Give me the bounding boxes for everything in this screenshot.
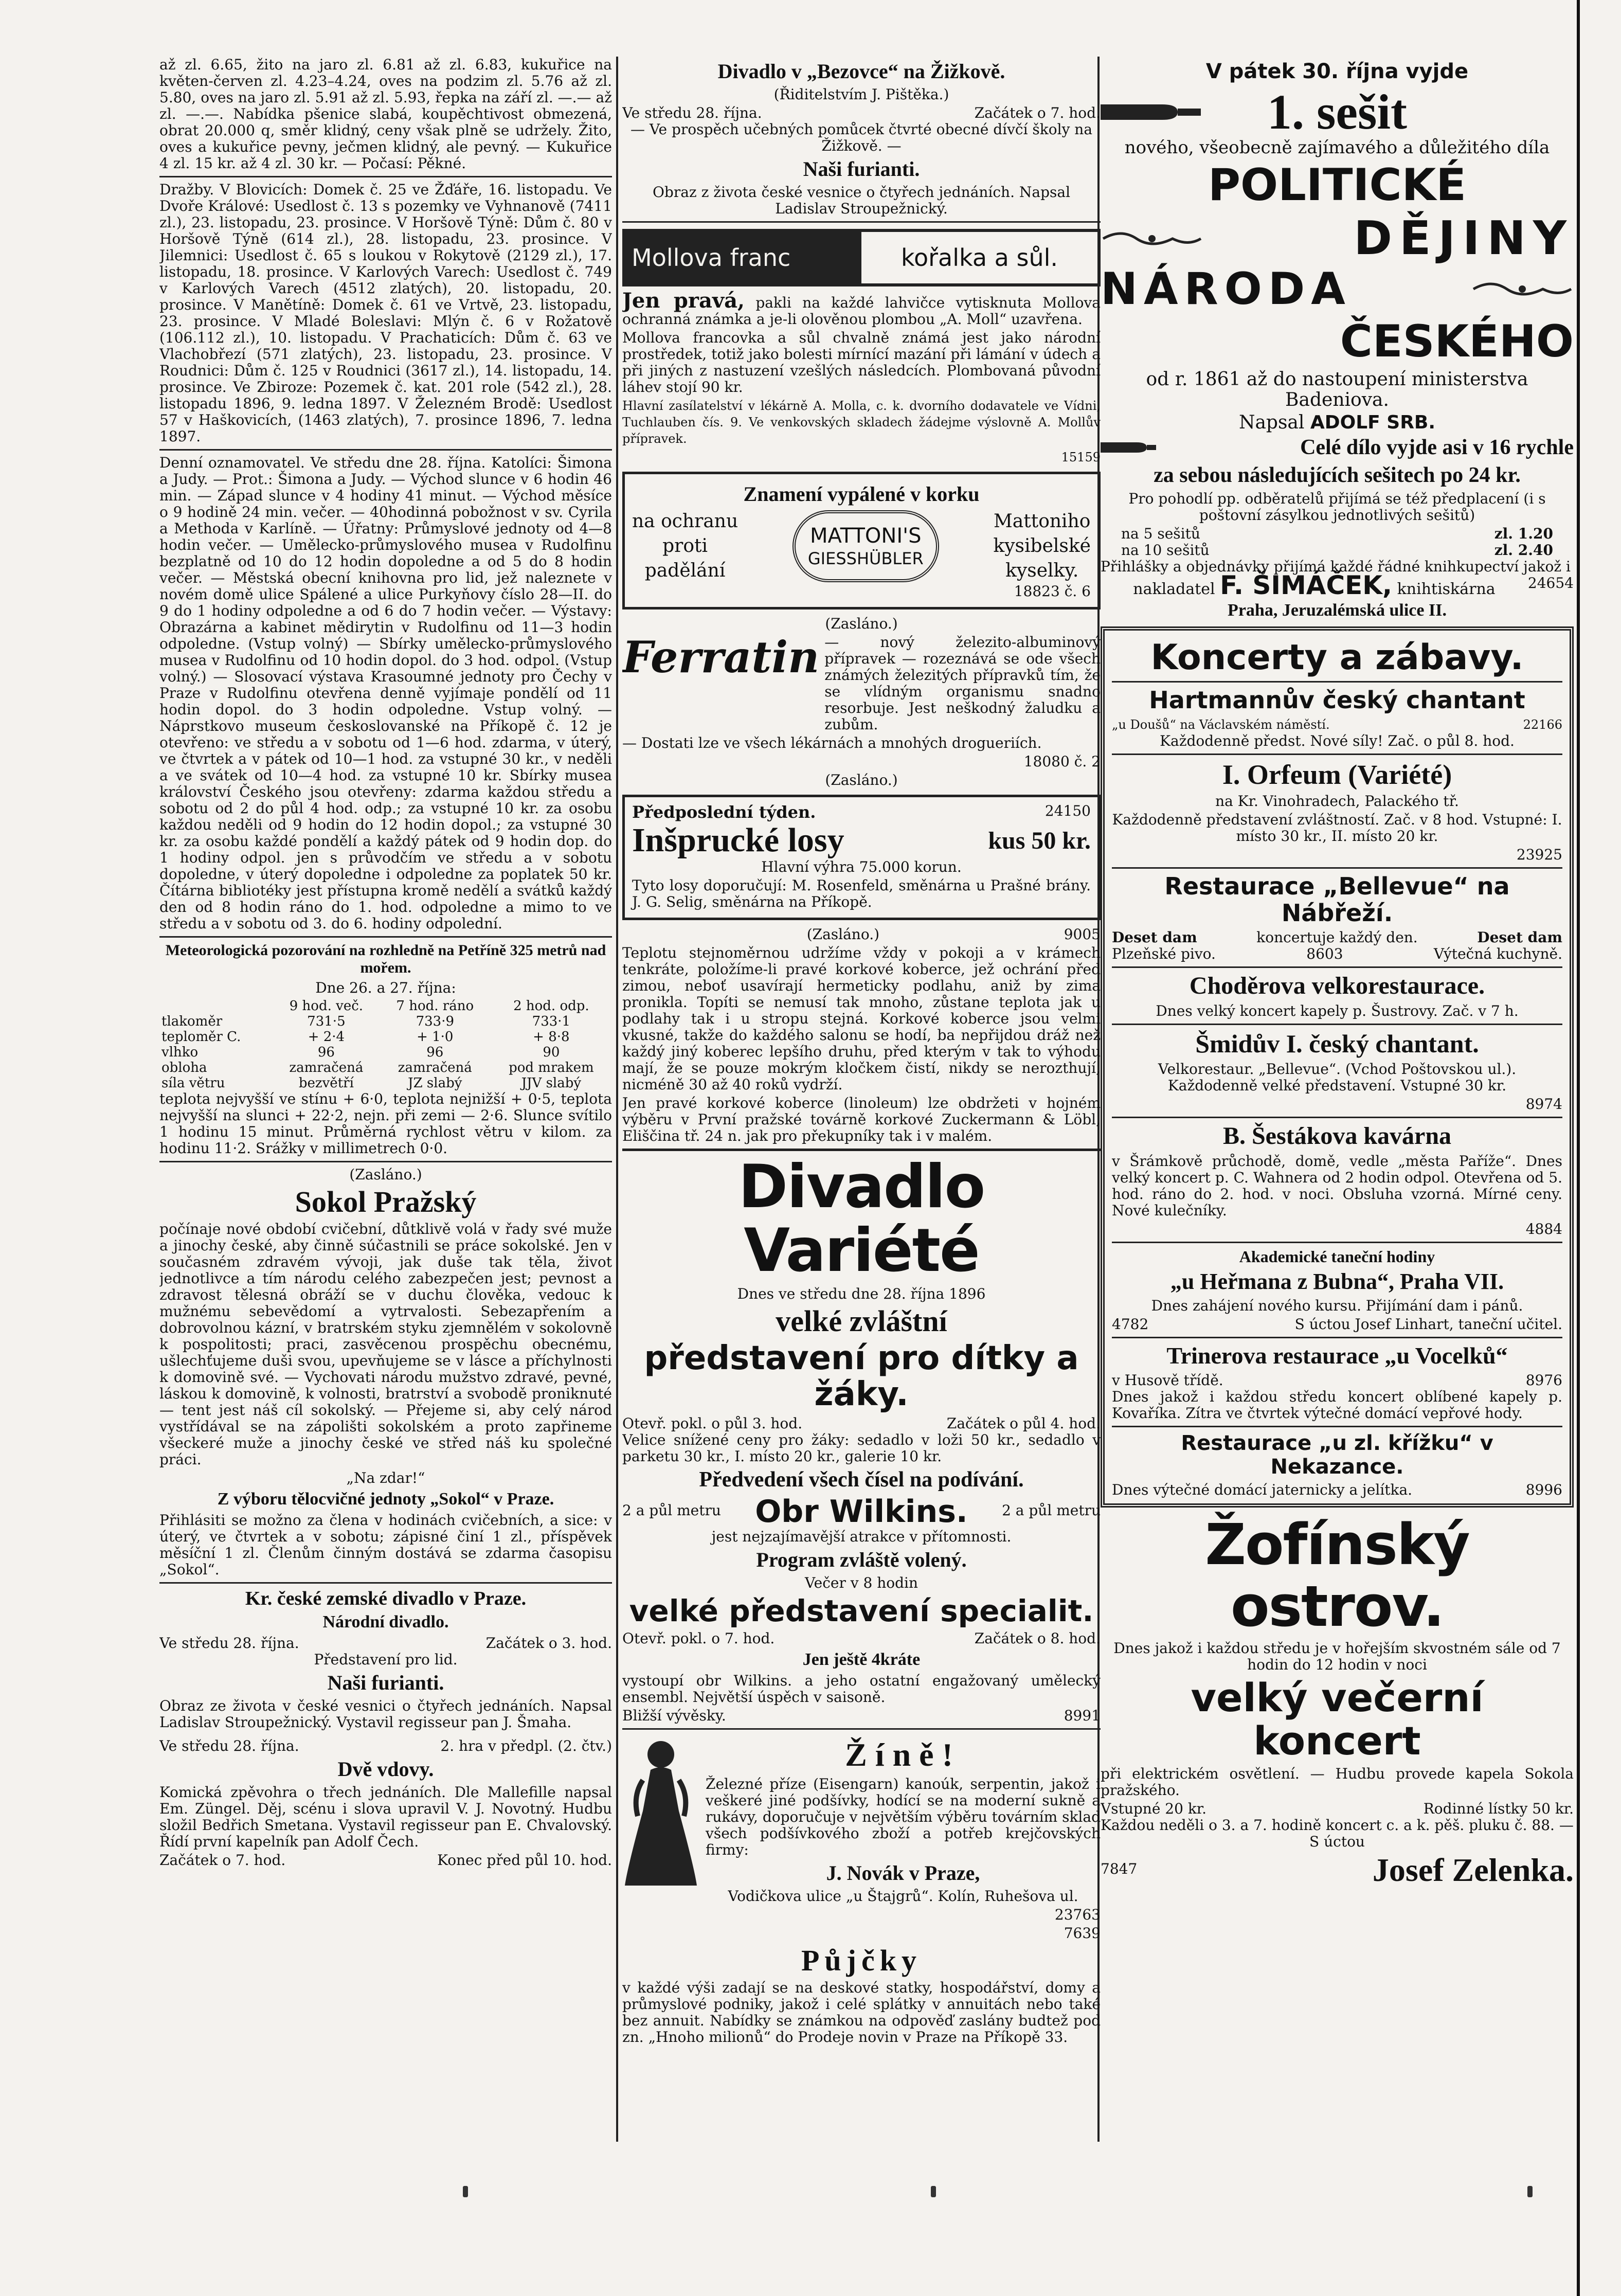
divider [622, 1728, 1101, 1730]
cork-carpet-text-2: Jen pravé korkové koberce (linoleum) lze obdržeti v hojném výběru v První pražské továrně korkové Zuckermann & Löbl, Eliščina tř. 24 n. jak pro překupníky tak i v malém. [622, 1095, 1101, 1144]
zofin-family-tickets: Rodinné lístky 50 kr. [1423, 1800, 1574, 1817]
auctions: Dražby. V Blovicích: Domek č. 25 ve Žďáře, 16. listopadu. Ve Dvoře Králové: Usedlost č. 13 s pozemky ve Vyhnanově (7411 zl.), 23. listopadu, 23. prosince. V Horšově Týně: Dům č. 80 v Horšově Týně (614 zl.), 28. listopadu, 23. prosince. V Jilemnici: Usedlost č. 65 s loukou v Rokytově (2129 zl.), 17. listopadu, 18. prosince. V Karlových Varech: Usedlost č. 749 v Karlových Varech (4512 zlatých), 20. listopadu, 20. prosince. V Manětíně: Domek č. 61 ve Vrtvě, 23. listopadu, 23. prosince. V Mladé Boleslavi: Mlýn č. 6 v Rožatově (106.112 zl.), 10. listopadu. V Prachaticích: Dům č. 63 ve Vlachobřezí (571 zlatých), 23. listopadu, 23. prosince. V Roudnici: Dům č. 125 v Roudnici (3617 zl.), 14. listopadu, 14. prosince. Ve Zbiroze: Pozemek č. kat. 201 role (542 zl.), 28. listopadu 1896, 9. ledna 1897. V Železném Brodě: Usedlost 57 v Haškovicích, (1463 zlatých), 7. prosince 1896, 7. ledna 1897. [159, 181, 612, 445]
sent-in-label: (Zasláno.) [825, 615, 898, 632]
table-row [159, 1014, 612, 1029]
srb-whole-row [1101, 435, 1574, 460]
srb-title-3: NÁRODA [1101, 263, 1352, 315]
theatre-subtitle: Národní divadlo. [322, 1612, 449, 1631]
zofin-number: 7847 [1101, 1860, 1138, 1877]
srb-whole: Celé dílo vyjde asi v 16 rychle [1300, 436, 1574, 459]
moll-banner-dark: Mollova franc [625, 232, 861, 283]
loan-text: v každé výši zadají se na deskové statky, hospodářství, domy a průmyslové podniky, jakož i celé splátky v annuitách nebo také bez annuit. Nabídky se známkou na odpověď zaslány budtež pod zn. „Hnoho milionů“ do Prodeje novin v Praze na Příkopě 33. [622, 1979, 1101, 2046]
moll-text: Mollova francovka a sůl chvalně známá jest jako národní prostředek, totiž jako bolesti mírnící mazání při lámání v údech a při jiných z nastuzení vzešlých následcích. Plombovaná původní láhev stojí 90 kr. [622, 329, 1101, 396]
bezovka-play: Naši furianti. [803, 157, 920, 181]
meteo-notes: teplota nejvyšší ve stínu + 6·0, teplota nejnižší + 0·5, teplota nejvyšší na slunci + 22·2, nejn. při zemi — 2·6. Slunce svítilo 1 hodinu 15 minut. Průměrná rychlost větru v kilom. za hodinu 11·2. Srážky v millimetrech 0·0. [159, 1090, 612, 1157]
concert-7-title: „u Heřmana z Bubna“, Praha VII. [1170, 1269, 1504, 1294]
lottery-number: 24150 [1044, 802, 1091, 819]
divider [622, 1149, 1101, 1151]
concert-8-number: 8976 [1525, 1372, 1562, 1389]
sent-in-label: (Zasláno.) [806, 926, 880, 943]
giant-again: Jen ještě 4kráte [802, 1650, 921, 1669]
srb-price-value: zl. 2.40 [1494, 542, 1553, 559]
concert-3-left: Deset dam [1112, 929, 1197, 946]
play-1-info [159, 1635, 612, 1652]
evening-times [622, 1630, 1101, 1647]
bezovka-subtitle: (Řiditelstvím J. Pištěka.) [773, 86, 949, 103]
meteo-cell: 733·1 [532, 1014, 571, 1029]
variete-special: velké zvláštní [776, 1304, 947, 1338]
mattoni-cork-stamp [793, 510, 939, 582]
zine-number: 23763 [1054, 1906, 1101, 1923]
mattoni-title: Znamení vypálené v korku [743, 482, 980, 506]
theatre-title: Kr. české zemské divadlo v Praze. [245, 1588, 527, 1609]
giant-name: Obr Wilkins. [755, 1494, 968, 1530]
play-2-info [159, 1738, 612, 1754]
divider [1112, 1242, 1562, 1243]
srb-title-1: POLITICKÉ [1208, 159, 1467, 211]
divider [1112, 966, 1562, 968]
srb-publisher-suffix: knihtiskárna [1397, 580, 1496, 598]
divider [622, 221, 1101, 223]
play-subscription: 2. hra v předpl. (2. čtv.) [440, 1737, 612, 1754]
divider [159, 936, 612, 938]
table-row [159, 1075, 612, 1091]
meteo-cell: zamračená [398, 1060, 472, 1075]
srb-address: Praha, Jeruzalémská ulice II. [1228, 601, 1447, 620]
meteo-cell: pod mrakem [509, 1060, 594, 1075]
posters-number: 8991 [1064, 1707, 1101, 1724]
divider [1112, 1426, 1562, 1427]
show-start: Začátek o 8. hod. [974, 1630, 1101, 1647]
print-mark [1527, 2186, 1533, 2197]
meteo-cell: zamračená [289, 1060, 364, 1075]
srb-author-prefix: Napsal [1238, 412, 1305, 433]
bezovka-desc: Obraz z života české vesnice o čtyřech jednáních. Napsal Ladislav Stroupežnický. [652, 184, 1071, 217]
moll-banner-light: kořalka a sůl. [901, 244, 1058, 272]
zine-address: Vodičkova ulice „u Štajgrů“. Kolín, Ruhešova ul. [728, 1888, 1078, 1905]
meteo-cell: bezvětří [298, 1075, 354, 1091]
concert-2-number: 23925 [1516, 846, 1562, 863]
concert-5-title: Šmidův I. český chantant. [1195, 1029, 1479, 1058]
giant-row [622, 1495, 1101, 1529]
divider [1112, 1337, 1562, 1338]
zofin-signature: Josef Zelenka. [1372, 1852, 1574, 1888]
zine-body [706, 1734, 1101, 1925]
sent-in-row [622, 926, 1101, 945]
zine-ad [622, 1734, 1101, 1925]
concert-1-title: Hartmannův český chantant [1149, 686, 1525, 714]
play-2-desc: Komická zpěvohra o třech jednáních. Dle Mallefille napsal Em. Züngel. Děj, scénu i slova upravil V. J. Novotný. Hudbu složil Bedřich Smetana. Vystavil regisseur pan E. Chvalovský. Řídí první kapelník pan Adolf Čech. [159, 1784, 612, 1850]
concert-8-text: Dnes jakož i každou středu koncert oblíbené kapely p. Kovaříka. Zítra ve čtvrtek výtečné domácí vepřové hody. [1112, 1388, 1562, 1422]
column-rule [616, 57, 618, 2142]
concert-3-title: Restaurace „Bellevue“ na Nábřeží. [1164, 872, 1510, 927]
divider [1112, 754, 1562, 755]
concert-1-addr: „u Doušů“ na Václavském náměstí. [1112, 718, 1330, 732]
table-row [159, 1029, 612, 1045]
lottery-text: Tyto losy doporučují: M. Rosenfeld, směnárna u Prašné brány. J. G. Selig, směnárna na Příkopě. [632, 877, 1091, 910]
bezovka-note: — Ve prospěch učebných pomůcek čtvrté obecné dívčí školy na Žižkově. — [630, 121, 1093, 154]
play-date: Ve středu 28. října. [622, 104, 762, 121]
meteo-cell: 96 [317, 1045, 335, 1060]
variete-show: představení pro dítky a žáky. [644, 1339, 1079, 1413]
divider [159, 1582, 612, 1584]
concert-6-title: B. Šestákova kavárna [1222, 1122, 1452, 1150]
play-2-title: Dvě vdovy. [337, 1757, 434, 1781]
concert-5-text: Velkorestaur. „Bellevue“. (Vchod Poštovskou ul.). Každodenně velké představení. Vstupné 30 kr. [1158, 1061, 1517, 1094]
sokol-salute: „Na zdar!“ [346, 1469, 425, 1486]
mattoni-number: 18823 č. 6 [1014, 583, 1091, 600]
mattoni-right-line: kysibelské [993, 535, 1091, 557]
column-left [159, 57, 612, 2142]
print-mark [931, 2186, 936, 2197]
sokol-text: počínaje nové období cvičební, důtklivě volá v řady své muže a jinochy české, aby činně súčastnili se práce sokolské. Jen v současném zdravém vývoji, jak duše tak těla, život jednotlivce a tím národu celého zabezpečen jest; pevnost a zdravost tělesná obráží se v duchu člověka, vedouc k mužnému sebevědomí a vytrvalosti. Sebezapřením a dobrovolnou kázní, v bratrském styku zjemnělém v sokolovně k pospolitosti; praci, zasvěcenou prospěchu obecnému, ušlechťujeme duši svou, upevňujeme se v lásce a příchylnosti k domovině své. — Vychovati národu mužstvo zdravé, pevné, láskou k domovině, k volnosti, bratrství a svobodě proniknuté — tent jest náš cíl sokolský. — Přejeme si, aby celý národ vystřídával se na zápolišti sokolském a proto zapřineme všeckeré muže a jinochy české ve střed náš ku společné práci. [159, 1221, 612, 1468]
moll-number: 15159 [1061, 450, 1101, 464]
zofin-text: Dnes jakož i každou středu je v hořejším skvostném sále od 7 hodin do 12 hodin v noci [1113, 1640, 1561, 1673]
meteo-cell: vlhko [161, 1045, 199, 1060]
play-start: Začátek o 7. hod. [159, 1852, 286, 1869]
mattoni-left-line: na ochranu [632, 511, 739, 532]
play-start: Začátek o 3. hod. [485, 1635, 612, 1652]
zofin-entrance [1101, 1801, 1574, 1817]
srb-price-label: na 10 sešitů [1121, 542, 1210, 559]
concert-3-right: Deset dam [1477, 929, 1562, 946]
srb-publisher-line [1101, 570, 1574, 600]
play-2-times [159, 1852, 612, 1869]
concert-2-title: I. Orfeum (Variété) [1222, 759, 1452, 790]
divider [1112, 1117, 1562, 1118]
loan-number: 7639 [1064, 1925, 1101, 1942]
lottery-top [632, 802, 1091, 822]
lady-figure-icon [622, 1734, 699, 1888]
mattoni-right-line: Mattoniho [993, 511, 1091, 532]
evening-time: Večer v 8 hodin [805, 1574, 918, 1591]
meteo-cell: 733·9 [416, 1014, 454, 1029]
concert-4-title: Choděrova velkorestaurace. [1189, 972, 1485, 999]
meteo-cell: tlakoměr [161, 1014, 223, 1029]
moll-only-label: Jen pravá, [622, 289, 745, 313]
divider [159, 176, 612, 177]
concert-7-text: Dnes zahájení nového kursu. Přijímání dam i pánů. [1151, 1297, 1523, 1314]
divider [159, 1161, 612, 1162]
srb-order-number: 24654 [1527, 575, 1574, 591]
giant-height: 2 a půl metru [1002, 1502, 1101, 1519]
concerts-title: Koncerty a zábavy. [1150, 637, 1524, 678]
box-office-open: Otevř. pokl. o půl 3. hod. [622, 1415, 803, 1432]
srb-publisher-prefix: nakladatel [1133, 580, 1215, 598]
meteo-cell: 96 [426, 1045, 444, 1060]
concert-9-title: Restaurace „u zl. křížku“ v Nekazance. [1181, 1431, 1493, 1479]
meteo-head [159, 998, 273, 1014]
concert-4-text: Dnes velký koncert kapely p. Šustrovy. Zač. v 7 h. [1156, 1002, 1519, 1019]
zine-text: Železné příze (Eisengarn) kanoúk, serpentin, jakož i veškeré jiné podšívky, hodící se na moderní sukně a rukávy, doporučuje v největším výběru továrním sklad všech podšívkového zboží a potřeb krejčovských firmy: [706, 1775, 1101, 1858]
variete-prices: Velice snížené ceny pro žáky: sedadlo v loži 50 kr., sedadlo v parketu 30 kr., I. místo 20 kr., galerie 10 kr. [622, 1431, 1101, 1465]
zine-firm: J. Novák v Praze, [826, 1861, 980, 1885]
meteo-cell: JZ slabý [408, 1075, 462, 1091]
concerts-box [1101, 626, 1574, 1508]
lottery-price: kus 50 kr. [988, 827, 1091, 854]
meteo-head: 2 hod. odp. [513, 998, 589, 1014]
divider [1112, 867, 1562, 869]
ferratin-logo: Ferratin [622, 632, 820, 683]
concert-8-addr: v Husově třídě. [1112, 1372, 1223, 1389]
sent-in-label: (Zasláno.) [349, 1166, 422, 1183]
srb-title-4: ČESKÉHO [1340, 316, 1574, 367]
divider [159, 449, 612, 451]
ornament-icon [1101, 226, 1203, 252]
divider [1112, 1024, 1562, 1025]
variete-all-acts: Předvedení všech čísel na podívání. [699, 1468, 1024, 1492]
srb-issue-row [1101, 86, 1574, 138]
srb-title-3-row [1101, 264, 1574, 314]
moll-only-genuine [622, 289, 1101, 328]
print-mark [463, 2186, 468, 2197]
concert-9-number: 8996 [1525, 1481, 1562, 1498]
play-1-desc: Obraz ze života v české vesnici o čtyřech jednáních. Napsal Ladislav Stroupežnický. Vystavil regisseur pan J. Šmaha. [159, 1697, 612, 1731]
meteo-table [159, 998, 612, 1091]
lottery-title-row [632, 822, 1091, 859]
variete-date: Dnes ve středu dne 28. října 1896 [737, 1285, 986, 1302]
sokol-membership: Přihlásiti se možno za člena v hodinách cvičebních, a sice: v úterý, ve čtvrtek a v sobotu; zápisné činí 1 zl., příspěvek měsíční 1 zl. Členům činným dostává se zdarma časopisu „Sokol“. [159, 1512, 612, 1578]
play-date: Ve středu 28. října. [159, 1737, 299, 1754]
concert-3-beer: Plzeňské pivo. [1112, 945, 1216, 962]
giant-attraction: jest nejzajímavější atrakce v přítomnosti. [711, 1528, 1012, 1545]
ferratin-text: — Dostati lze ve všech lékárnách a mnohých drogueriích. [622, 734, 1042, 751]
sent-in-label: (Zasláno.) [825, 772, 898, 788]
table-row [159, 1045, 612, 1060]
play-end: Konec před půl 10. hod. [437, 1852, 612, 1869]
table-row [159, 1060, 612, 1075]
sokol-committee: Z výboru tělocvičné jednoty „Sokol“ v Praze. [217, 1490, 554, 1509]
meteo-cell: 731·5 [307, 1014, 346, 1029]
zofin-title: Žofínský ostrov. [1205, 1512, 1469, 1639]
loan-title: Půjčky [801, 1944, 922, 1977]
mattoni-brand: MATTONI'S [810, 524, 922, 548]
meteo-cell: teploměr C. [161, 1029, 241, 1045]
srb-price-value: zl. 1.20 [1494, 525, 1553, 542]
mattoni-left-line: proti [662, 535, 708, 557]
meteo-head: 9 hod. več. [289, 998, 364, 1014]
column-right [1101, 57, 1574, 2142]
lottery-title: Inšprucké losy [632, 821, 844, 859]
concert-8-address [1112, 1372, 1562, 1389]
concert-3-extras [1112, 946, 1562, 962]
daily-notices: Denní oznamovatel. Ve středu dne 28. října. Katolíci: Šimona a Judy. — Prot.: Šimona a Judy. — Východ slunce v 6 hodin 46 min. — Západ slunce v 4 hodiny 41 minut. — Východ měsíce o 9 hodině 24 min. večer. — 40hodinná pobožnost v sv. Cyrila a Methoda v Karlíně. — Úřatny: Průmyslové jednoty od 4—8 hodin večer. — Umělecko-průmyslového musea v Rudolfinu bezplatně od 10 do 12 hodin dopoledne a od 5 do 8 hodin večer. — Městská obecní knihovna pro lid, jež naleznete v novém domě ulice Spálené a ulice Purkyňovy číslo 28—II. do 9 do 1 hodiny odpoledne a od 6 do 7 hodin večer. — Výstavy: Obrazárna a kabinet mědirytin v Rudolfinu od 11—3 hodin odpoledne. (Vstup volný) — Sbírky umělecko-průmyslového musea v Rudolfinu od 10 hodin dopol. do 3 hod. odpol. (Vstup volný.) — Slosovací výstava Krasoumné jednoty pro Čechy v Praze v Rudolfinu otevřena denně vyjímaje pondělí od 11 hodin dopol. do 3 hodin odpoledne. Vstup volný. — Náprstkovo museum českoslovanské na Příkopě č. 12 je otevřeno: ve středu a v sobotu od 1—6 hod. zdarma, v úterý, ve čtvrtek a v pátek od 10—1 hod. za vstupné 30 kr., v neděli a ve svátek od 10—4 hod. za vstupné 10 kr. Sbírky musea království Českého jsou otevřeny: zdarma každou středu a sobotu od 2 do půl 4 hod. odp.; za vstupné 10 kr. za osobu každou neděli od 9 hodin do 12 hodin dopol.; za vstupné 30 kr. za osobu každé pondělí a každý pátek od 9 hodin dop. do 1 hodiny odpol. jen s průvodčím ve středu a v sobotu dopoledne, v úterý dopoledne i odpoledne za poplatek 50 kr. Čítárna bibliotéky jest přístupna kromě nedělí a svátků každý den od 8 hodin ráno do 1. hod. odpoledne a mimo to ve středu a v sobotu od 3. do 6. hodiny odpolední. [159, 454, 612, 932]
lottery-week: Předposlední týden. [632, 802, 816, 822]
meteo-cell: 90 [543, 1045, 560, 1060]
zofin-entrance-fee: Vstupné 20 kr. [1101, 1800, 1207, 1817]
column-middle [622, 57, 1101, 2142]
srb-whole-2: za sebou následujících sešitech po 24 kr. [1154, 463, 1521, 487]
variete-title: Divadlo Variété [738, 1152, 985, 1285]
ferratin-side: — nový železito-albuminový přípravek — rozeznává se ode všech známých železitých přípravků tím, že se vlídným organismu snadno resorbuje. Jest neškodný žaludku a zubům. [824, 634, 1101, 733]
page-edge-bar [1577, 0, 1580, 2296]
srb-author-line [1101, 412, 1574, 433]
big-show: velké představení specialit. [629, 1593, 1094, 1628]
pointing-hand-icon [1101, 94, 1203, 130]
concert-3-number: 8603 [1306, 945, 1343, 962]
srb-title-2-row [1101, 213, 1574, 264]
srb-author: ADOLF SRB. [1310, 412, 1436, 433]
concert-9-text-row [1112, 1482, 1562, 1498]
ferratin-number: 18080 č. 2 [1023, 753, 1101, 770]
srb-title-2: DĚJINY [1354, 211, 1574, 265]
lottery-ad [622, 795, 1101, 920]
srb-issue: 1. sešit [1267, 84, 1407, 139]
concert-2-address: na Kr. Vinohradech, Palackého tř. [1215, 793, 1459, 810]
mattoni-ad [622, 472, 1101, 609]
play-1-title: Naši furianti. [327, 1671, 444, 1694]
pointing-hand-icon [1101, 436, 1157, 459]
concert-6-number: 4884 [1525, 1221, 1562, 1237]
zofin-sign-row [1101, 1852, 1574, 1888]
variete-times [622, 1415, 1101, 1432]
meteo-date: Dne 26. a 27. října: [315, 979, 456, 996]
mattoni-brand-sub: GIESSHÜBLER [807, 549, 924, 568]
concert-6-text: v Šrámkově průchodě, domě, vedle „města Paříže“. Dnes velký koncert p. C. Wahnera od 2 hodin odpol. Otevřena od 5. hod. ráno do 2. hod. v noci. Obsluha vzorná. Mírné ceny. Nové kulečníky. [1112, 1153, 1562, 1219]
bezovka-info [622, 105, 1101, 121]
zine-title: Žíně! [845, 1736, 961, 1773]
lottery-main-prize: Hlavní výhra 75.000 korun. [761, 858, 962, 875]
concert-2-text: Každodenně představení zvláštností. Zač. v 8 hod. Vstupné: I. místo 30 kr., II. místo 20 kr. [1112, 811, 1562, 845]
mattoni-row [632, 509, 1091, 583]
play-start: Začátek o 7. hod. [974, 104, 1101, 121]
meteo-cell: JJV slabý [521, 1075, 582, 1091]
concert-1-text: Každodenně předst. Nové síly! Zač. o půl 8. hod. [1160, 732, 1515, 749]
srb-period: od r. 1861 až do nastoupení ministerstva Badeniova. [1146, 369, 1528, 410]
concert-7-top: Akademické taneční hodiny [1239, 1247, 1435, 1266]
cork-carpet-text: Teplotu stejnoměrnou udržíme vždy v pokoji a v krámech tenkráte, položíme-li pravé korkové koberce, jež ochrání před zimou, neboť usavírají hermeticky podlahu, aniž by zima pronikla. Topíti se nemusí tak mnoho, zůstane teplota jak u podlahy tak i u stropu stejná. Korkové koberce jsou velmi vkusné, takže do každého salonu se hodí, ba nepřijdou dráž než každý jiný koberec lepšího druhu, před kterým v tak to výhodu mají, že se pouze mokrým kločkem čistí, nikdy se nerozthují, nicméně 30 až 40 roků vydrží. [622, 944, 1101, 1093]
ferratin-ad [622, 634, 1101, 735]
sokol-title: Sokol Pražský [295, 1185, 477, 1218]
concert-3-ladies [1112, 929, 1562, 946]
posters-row [622, 1708, 1101, 1724]
zofin-sunday: Každou neděli o 3. a 7. hodině koncert c. a k. pěš. pluku č. 88. — S úctou [1101, 1817, 1574, 1850]
meteo-title: Meteorologická pozorování na rozhledně na Petříně 325 metrů nad mořem. [165, 942, 606, 976]
meteo-cell: + 8·8 [533, 1029, 570, 1045]
meteo-cell: síla větru [161, 1075, 225, 1091]
zofin-text-2: při elektrickém osvětlení. — Hudbu provede kapela Sokola pražského. [1101, 1765, 1574, 1799]
ornament-icon [1471, 276, 1574, 302]
srb-order-text: Přihlášky a objednávky přijímá každé řádné knihkupectví jakož i [1101, 558, 1571, 575]
concert-7-sign [1112, 1316, 1562, 1333]
concert-3-food: Výtečná kuchyně. [1433, 945, 1562, 962]
mattoni-right [993, 509, 1091, 583]
divider [1112, 681, 1562, 683]
mattoni-right-line: kyselky. [1005, 560, 1079, 581]
mattoni-left [632, 509, 738, 583]
table-row [159, 998, 612, 1014]
play-date: Ve středu 28. října. [159, 1635, 299, 1652]
srb-price-2 [1101, 542, 1574, 559]
meteo-head: 7 hod. ráno [396, 998, 474, 1014]
show-start: Začátek o půl 4. hod. [946, 1415, 1101, 1432]
srb-price-label: na 5 sešitů [1121, 525, 1200, 542]
bezovka-title: Divadlo v „Bezovce“ na Žižkově. [717, 60, 1005, 83]
moll-only-rest: pakli na každé lahvičce vytisknuta Mollova ochranná známka a je-li olověnou plombou „A. Moll“ uzavřena. [622, 294, 1101, 328]
program-special: Program zvláště volený. [756, 1548, 967, 1571]
moll-banner [622, 229, 1101, 286]
market-report: až zl. 6.65, žito na jaro zl. 6.81 až zl. 6.83, kukuřice na květen-červen zl. 4.23–4.24, oves na podzim zl. 5.76 až zl. 5.80, oves na jaro zl. 5.91 až zl. 5.93, řepka na září zl. —.— až zl. —.—. Nabídka pšenice slabá, koupěchtivost obmezená, obrat 20.000 q, směr klidný, ceny však plně se udržely. Žito, oves a kukuřice pevny, ječmen klidný, ale pevný. — Kukuřice 4 zl. 15 kr. až 4 zl. 30 kr. — Počasí: Pěkné. [159, 57, 612, 172]
concert-9-text: Dnes výtečné domácí jaternicky a jelítka. [1112, 1481, 1413, 1498]
zofin-big-concert: velký večerní koncert [1191, 1675, 1484, 1764]
concert-7-number: 4782 [1112, 1316, 1149, 1333]
meteo-cell: obloha [161, 1060, 207, 1075]
concert-3-mid: koncertuje každý den. [1256, 929, 1418, 946]
giant-height: 2 a půl metru [622, 1502, 721, 1519]
play-1-note: Představení pro lid. [314, 1651, 458, 1668]
concert-5-number: 8974 [1525, 1096, 1562, 1113]
box-office-open: Otevř. pokl. o 7. hod. [622, 1630, 775, 1647]
concert-1-number: 22166 [1523, 718, 1562, 732]
meteo-cell: + 2·4 [308, 1029, 345, 1045]
srb-convenience: Pro pohodlí pp. odběratelů přijímá se též předplacení (i s poštovní zásylkou jednotlivých sešitů) [1128, 490, 1546, 524]
concert-7-signature: S úctou Josef Linhart, taneční učitel. [1294, 1316, 1562, 1333]
srb-new-work: nového, všeobecně zajímavého a důležitého díla [1124, 137, 1550, 158]
sent-in-number: 9005 [1064, 926, 1101, 943]
srb-price-1 [1101, 526, 1574, 542]
mattoni-left-line: padělání [644, 560, 726, 581]
meteo-cell: + 1·0 [417, 1029, 454, 1045]
posters-note: Bližší vývěsky. [622, 1707, 726, 1724]
srb-publisher: F. ŠIMÁČEK, [1220, 570, 1393, 600]
concert-1-address [1112, 716, 1562, 733]
concert-8-title: Trinerova restaurace „u Vocelků“ [1166, 1342, 1508, 1369]
giant-performance: vystoupí obr Wilkins. a jeho ostatní engažovaný umělecký ensembl. Největší úspěch v saisoně. [622, 1672, 1101, 1706]
moll-depot: Hlavní zasílatelství v lékárně A. Molla, c. k. dvorního dodavatele ve Vídni, Tuchlauben čís. 9. Ve venkovských skladech žádejme výslovně A. Mollův přípravek. [622, 399, 1101, 446]
srb-friday: V pátek 30. října vyjde [1205, 60, 1469, 83]
